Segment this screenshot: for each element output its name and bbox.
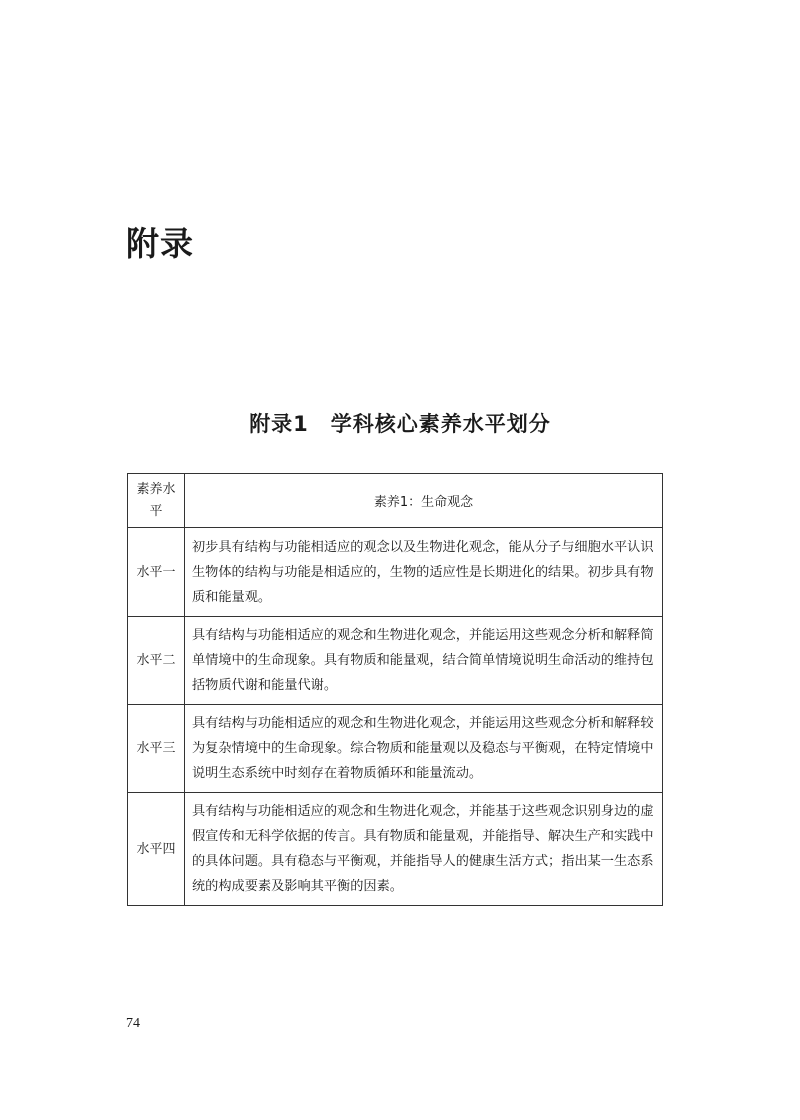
table-row <box>128 617 663 705</box>
table-header-row <box>128 474 663 528</box>
level-cell: 水平二 <box>128 617 185 705</box>
page-number: 74 <box>126 1016 140 1031</box>
description-cell: 具有结构与功能相适应的观念和生物进化观念，并能运用这些观念分析和解释简单情境中的生命现象。具有物质和能量观，结合简单情境说明生命活动的维持包括物质代谢和能量代谢。 <box>185 617 663 705</box>
section-title: 附录1 学科核心素养水平划分 <box>249 412 551 436</box>
level-cell: 水平四 <box>128 793 185 906</box>
header-core-column: 素养1：生命观念 <box>185 474 663 528</box>
table-row <box>128 793 663 906</box>
table-row <box>128 528 663 617</box>
description-cell: 初步具有结构与功能相适应的观念以及生物进化观念，能从分子与细胞水平认识生物体的结构与功能是相适应的，生物的适应性是长期进化的结果。初步具有物质和能量观。 <box>185 528 663 617</box>
table-row <box>128 705 663 793</box>
level-cell: 水平一 <box>128 528 185 617</box>
competency-level-table <box>127 473 663 906</box>
header-level-column: 素养水平 <box>128 474 185 528</box>
description-cell: 具有结构与功能相适应的观念和生物进化观念，并能基于这些观念识别身边的虚假宣传和无科学依据的传言。具有物质和能量观，并能指导、解决生产和实践中的具体问题。具有稳态与平衡观，并能指导人的健康生活方式；指出某一生态系统的构成要素及影响其平衡的因素。 <box>185 793 663 906</box>
appendix-heading: 附录 <box>126 224 194 263</box>
level-cell: 水平三 <box>128 705 185 793</box>
description-cell: 具有结构与功能相适应的观念和生物进化观念，并能运用这些观念分析和解释较为复杂情境中的生命现象。综合物质和能量观以及稳态与平衡观，在特定情境中说明生态系统中时刻存在着物质循环和能量流动。 <box>185 705 663 793</box>
